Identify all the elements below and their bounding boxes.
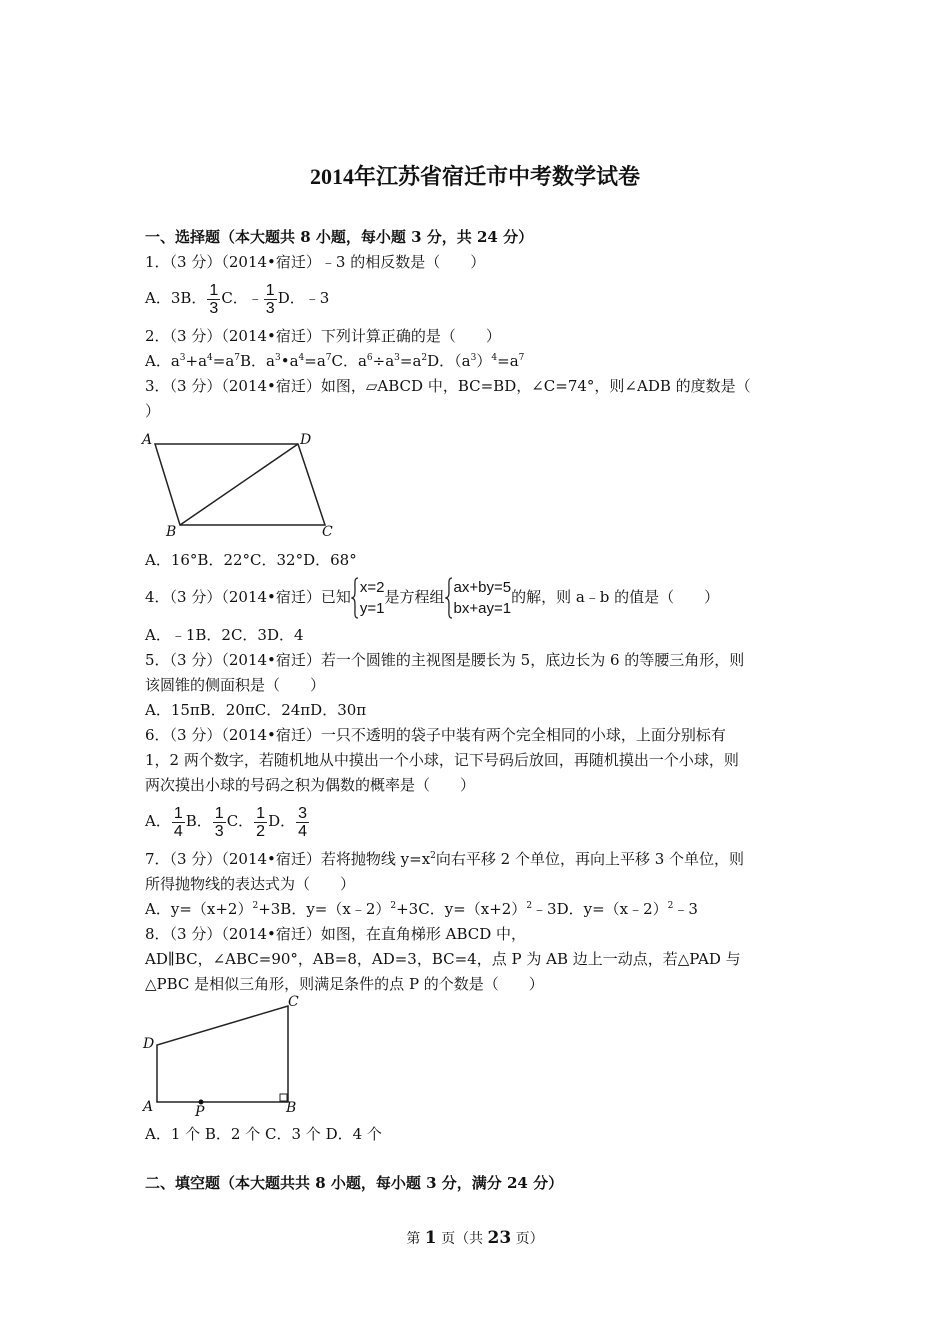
q1-fraction-b: $\frac{1}{3}$ bbox=[209, 281, 219, 317]
label-a: A bbox=[143, 1099, 154, 1115]
label-c: C bbox=[322, 524, 333, 540]
q3-stem-line2: ） bbox=[145, 402, 161, 420]
label-d: D bbox=[143, 1036, 155, 1052]
section-2-heading: 二、填空题（本大题共共 8 小题，每小题 3 分，满分 24 分） bbox=[145, 1174, 564, 1192]
q5-line2: 该圆锥的侧面积是（ ） bbox=[145, 676, 326, 694]
page-title: 2014年江苏省宿迁市中考数学试卷 bbox=[309, 164, 640, 189]
page-number: 1 bbox=[424, 1228, 437, 1248]
page-footer: 第 1 页（共 23 页） bbox=[406, 1228, 544, 1248]
q6-fraction-b: $\frac{1}{3}$ bbox=[214, 804, 224, 840]
q4-stem: 4．（3 分）（2014•宿迁）已知 x=2 y=1 是方程组 ax+by=5 bx+ay=1 的解，则 a﹣b 的值是（ ） bbox=[145, 579, 720, 617]
q5-line1: 5．（3 分）（2014•宿迁）若一个圆锥的主视图是腰长为 5，底边长为 6 的等腰三角形，则 bbox=[145, 651, 745, 669]
label-c: C bbox=[288, 994, 299, 1010]
q6-line1: 6．（3 分）（2014•宿迁）一只不透明的袋子中装有两个完全相同的小球，上面分别标有 bbox=[145, 726, 726, 744]
q1-option-c: C．﹣ bbox=[221, 289, 263, 307]
q6-options: A． $\frac{1}{4}$ B． $\frac{1}{3}$ C． $\frac{1}{2}$ D． $\frac{3}{4}$ bbox=[145, 804, 308, 840]
q4-options: A．﹣1B．2C．3D．4 bbox=[145, 626, 304, 644]
section-1-heading: 一、选择题（本大题共 8 小题，每小题 3 分，共 24 分） bbox=[145, 228, 534, 246]
q7-line2: 所得抛物线的表达式为（ ） bbox=[145, 875, 356, 893]
q1-options bbox=[145, 280, 329, 317]
q6-fraction-a: $\frac{1}{4}$ bbox=[173, 804, 183, 840]
q1-option-a: A．3B． bbox=[145, 289, 207, 307]
label-p: P bbox=[195, 1104, 205, 1120]
q1-option-d: D．﹣3 bbox=[277, 289, 330, 307]
q1-fraction-c: $\frac{1}{3}$ bbox=[265, 281, 275, 317]
q3-parallelogram-figure bbox=[140, 430, 340, 542]
q4-equation-system: ax+by=5 bx+ay=1 bbox=[445, 577, 512, 619]
diagonal-bd bbox=[180, 444, 298, 525]
q8-trapezoid-figure bbox=[140, 992, 320, 1120]
q6-line2: 1，2 两个数字，若随机地从中摸出一个小球，记下号码后放回，再随机摸出一个小球，则 bbox=[145, 751, 739, 769]
q5-options: A．15πB．20πC．24πD．30π bbox=[145, 701, 367, 719]
q4-solution-system: x=2 y=1 bbox=[351, 577, 385, 619]
q2-stem: 2．（3 分）（2014•宿迁）下列计算正确的是（ ） bbox=[145, 327, 501, 345]
label-d: D bbox=[300, 432, 312, 448]
q8-line1: 8．（3 分）（2014•宿迁）如图，在直角梯形 ABCD 中， bbox=[145, 925, 527, 943]
q6-line3: 两次摸出小球的号码之积为偶数的概率是（ ） bbox=[145, 776, 476, 794]
q1-stem: 1．（3 分）（2014•宿迁）﹣3 的相反数是（ ） bbox=[145, 253, 486, 271]
label-b: B bbox=[286, 1100, 297, 1116]
q7-line1: 7．（3 分）（2014•宿迁）若将抛物线 $y=x^2$向右平移 2 个单位，再向上平移 3 个单位，则 bbox=[145, 850, 745, 868]
q8-options: A．1 个 B．2 个 C．3 个 D．4 个 bbox=[145, 1125, 382, 1143]
q7-options: A．$y=(x+2)^2+3B$．y=（x﹣2）$^2$+3C．$y=(x+2)^2﹣3D$．y=（x﹣2）$^2$﹣3 bbox=[145, 900, 698, 918]
q3-options: A．16°B．22°C．32°D．68° bbox=[145, 551, 357, 569]
q6-fraction-d: $\frac{3}{4}$ bbox=[298, 804, 308, 840]
q3-stem-line1: 3．（3 分）（2014•宿迁）如图，▱ABCD 中，BC=BD，∠C=74°，则∠ADB 的度数是（ bbox=[145, 377, 751, 395]
label-b: B bbox=[166, 524, 177, 540]
q8-line3: △PBC 是相似三角形，则满足条件的点 P 的个数是（ ） bbox=[145, 975, 544, 993]
trapezoid-abcd bbox=[157, 1006, 288, 1102]
q2-options: A．$a^3+a^4=a^7B$．$a^3•a^4=a^7C$．$a^6\div a^3=a^2D$．$(a^3)^4=a^7$ bbox=[145, 352, 525, 370]
q6-fraction-c: $\frac{1}{2}$ bbox=[256, 804, 266, 840]
total-pages: 23 bbox=[487, 1228, 512, 1248]
label-a: A bbox=[142, 432, 153, 448]
q8-line2: AD∥BC，∠ABC=90°，AB=8，AD=3，BC=4，点 P 为 AB 边上一动点，若△PAD 与 bbox=[145, 950, 741, 968]
